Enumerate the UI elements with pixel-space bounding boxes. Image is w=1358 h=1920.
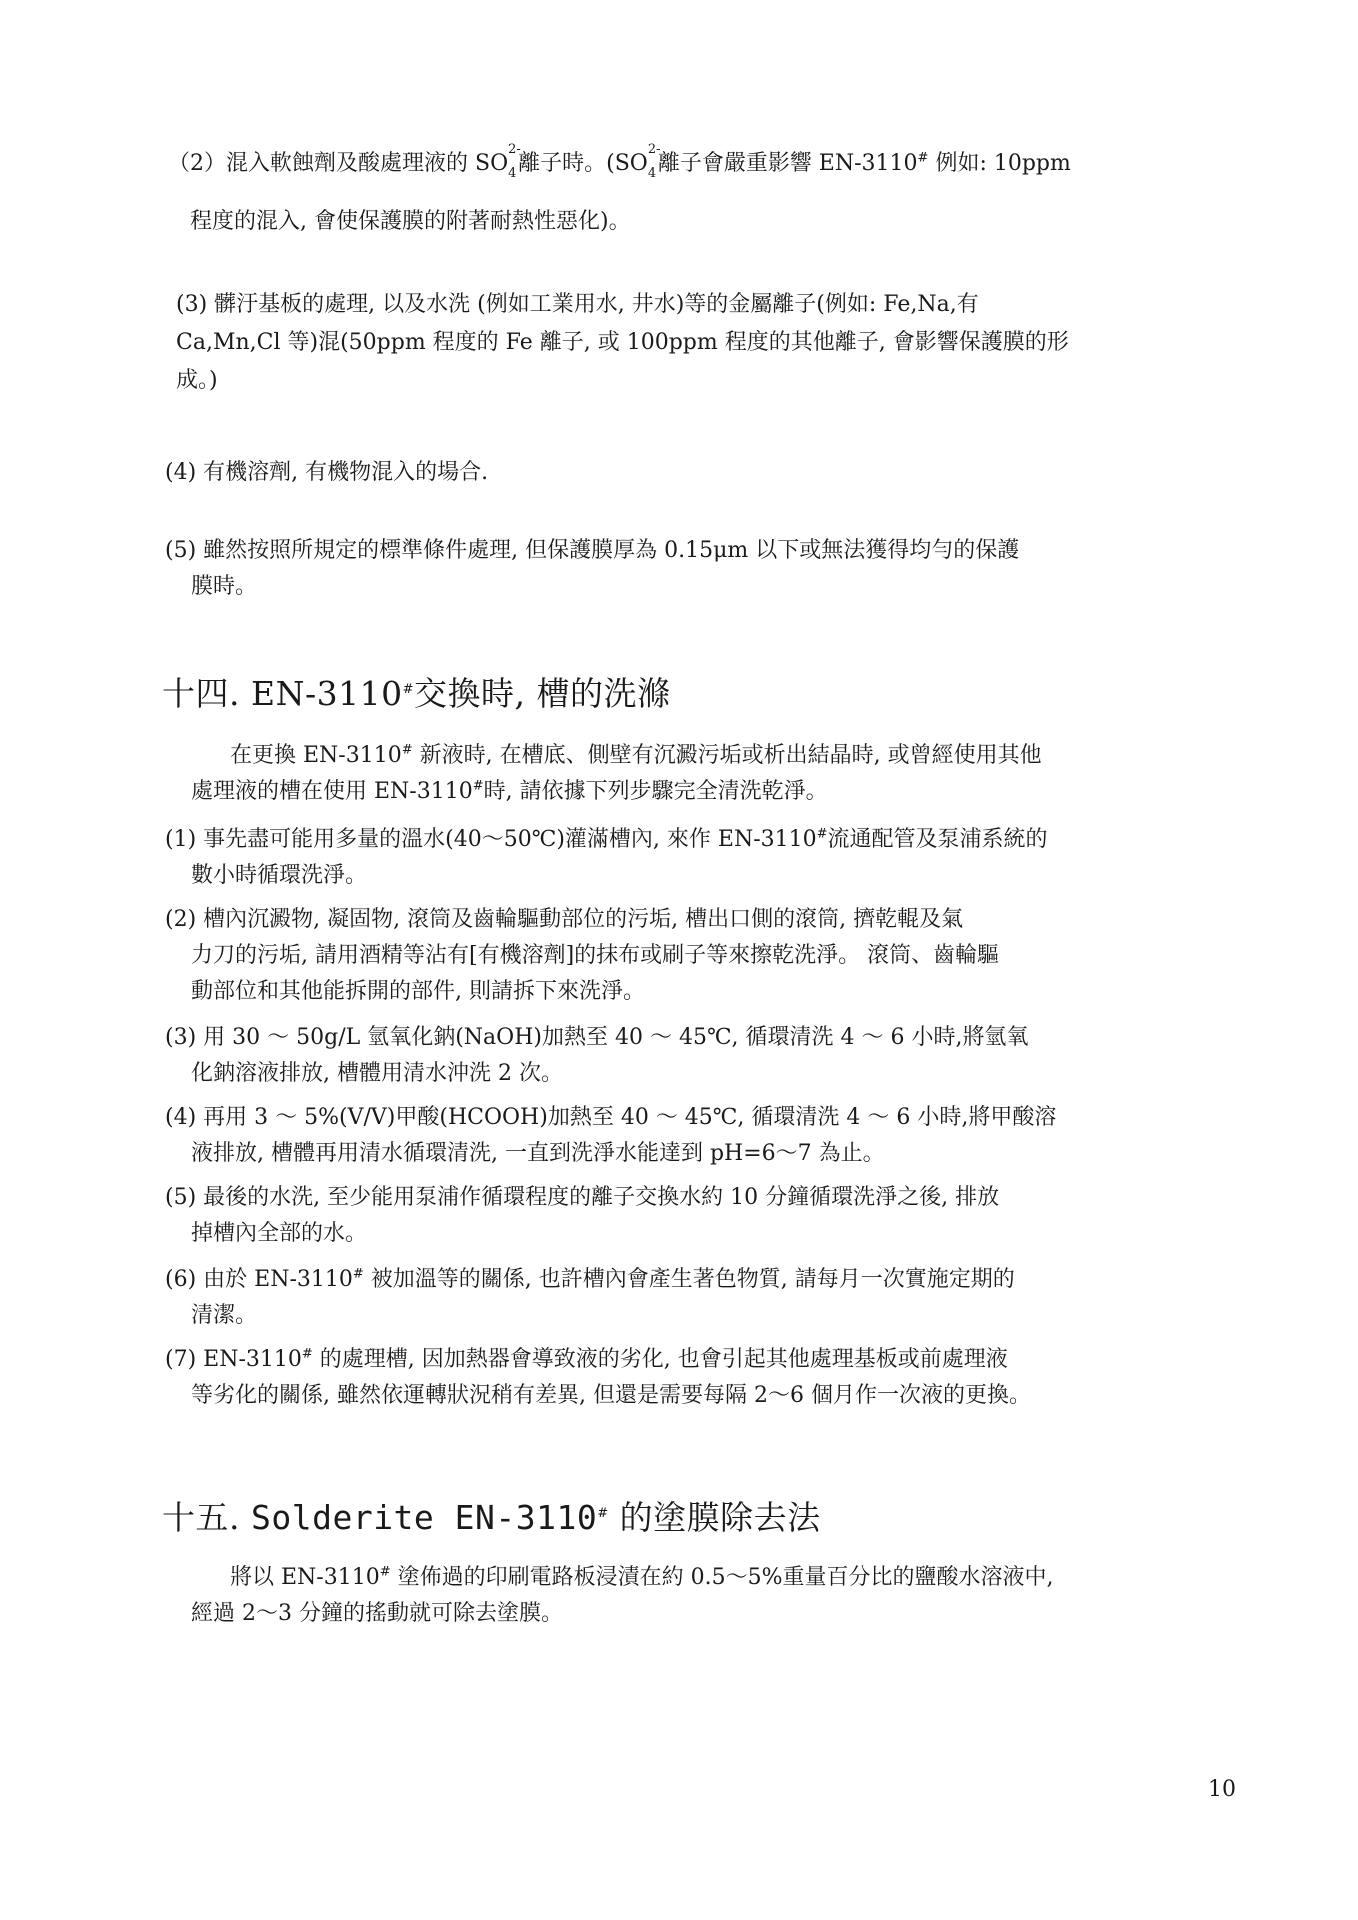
list-item-2-line-1: （2）混入軟蝕劑及酸處理液的 SO 2- 4 離子時。(SO 2- 4 離子會嚴重影響 EN-3110# 例如: 10ppm xyxy=(168,142,1071,181)
section-14-heading: 十四. EN-3110#交換時, 槽的洗滌 xyxy=(162,674,671,713)
list-item-4: (4) 有機溶劑, 有機物混入的場合. xyxy=(165,460,489,485)
list-item-2 xyxy=(168,142,1248,182)
step-2: (2) 槽內沉澱物, 凝固物, 滾筒及齒輪驅動部位的污垢, 槽出口側的滾筒, 擠乾輥及氣 力刀的污垢, 請用酒精等沾有[有機溶劑]的抹布或刷子等來擦乾洗淨。 滾筒、齒輪驅 動部位和其他能拆開的部件, 則請拆下來洗淨。 xyxy=(165,907,1000,1004)
section-14-intro: 在更換 EN-3110# 新液時, 在槽底、側壁有沉澱污垢或析出結晶時, 或曾經使用其他 處理液的槽在使用 EN-3110#時, 請依據下列步驟完全清洗乾淨。 xyxy=(191,742,1042,804)
step-6: (6) 由於 EN-3110# 被加溫等的關係, 也許槽內會產生著色物質, 請每月一次實施定期的 清潔。 xyxy=(165,1266,1015,1328)
page-number: 10 xyxy=(1208,1777,1236,1802)
section-15-body: 將以 EN-3110# 塗佈過的印刷電路板浸漬在約 0.5～5%重量百分比的鹽酸水溶液中, 經過 2～3 分鐘的搖動就可除去塗膜。 xyxy=(191,1564,1054,1626)
step-5: (5) 最後的水洗, 至少能用泵浦作循環程度的離子交換水約 10 分鐘循環洗淨之後, 排放 掉槽內全部的水。 xyxy=(165,1185,1000,1246)
step-7: (7) EN-3110# 的處理槽, 因加熱器會導致液的劣化, 也會引起其他處理基板或前處理液 等劣化的關係, 雖然依運轉狀況稍有差異, 但還是需要每隔 2～6 個月作一次液的更換。 xyxy=(165,1346,1031,1408)
step-1: (1) 事先盡可能用多量的溫水(40～50℃)灌滿槽內, 來作 EN-3110#流通配管及泵浦系統的 數小時循環洗淨。 xyxy=(165,826,1048,888)
step-3: (3) 用 30 ～ 50g/L 氫氧化鈉(NaOH)加熱至 40 ～ 45℃, 循環清洗 4 ～ 6 小時,將氫氧 化鈉溶液排放, 槽體用清水沖洗 2 次。 xyxy=(165,1025,1029,1086)
list-item-3: (3) 髒汙基板的處理, 以及水洗 (例如工業用水, 井水)等的金屬離子(例如: Fe,Na,有 Ca,Mn,Cl 等)混(50ppm 程度的 Fe 離子, 或 100ppm 程度的其他離子, 會影響保護膜的形 成。) xyxy=(176,292,1069,393)
section-15-heading: 十五. Solderite EN-3110# 的塗膜除去法 xyxy=(162,1498,821,1537)
list-item-5: (5) 雖然按照所規定的標準條件處理, 但保護膜厚為 0.15μm 以下或無法獲得均勻的保護 膜時。 xyxy=(165,538,1020,599)
step-4: (4) 再用 3 ～ 5%(V/V)甲酸(HCOOH)加熱至 40 ～ 45℃, 循環清洗 4 ～ 6 小時,將甲酸溶 液排放, 槽體再用清水循環清洗, 一直到洗淨水能達到 pH=6～7 為止。 xyxy=(165,1105,1057,1166)
list-item-2-continuation: 程度的混入, 會使保護膜的附著耐熱性惡化)。 xyxy=(190,209,631,234)
